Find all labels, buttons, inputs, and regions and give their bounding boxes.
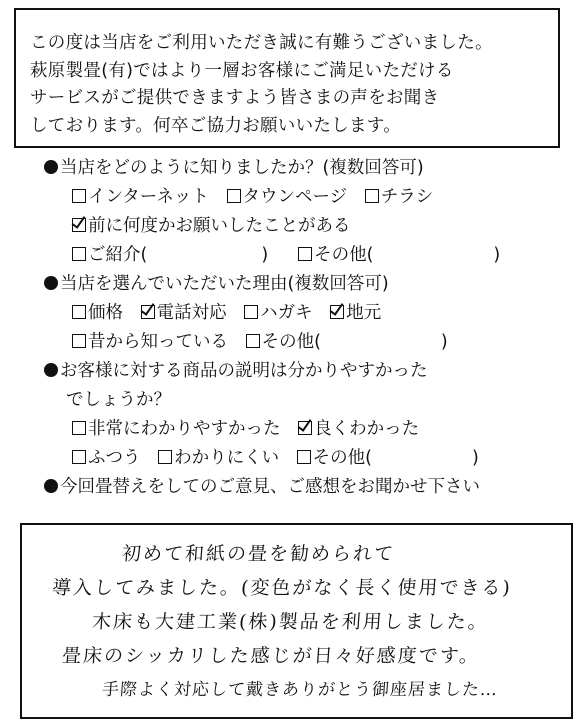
option-previous-customer[interactable] bbox=[72, 212, 351, 241]
question-1-options-row bbox=[44, 241, 574, 270]
bullet-icon bbox=[44, 363, 58, 377]
option-referral[interactable] bbox=[72, 241, 281, 270]
paren-close: ) bbox=[493, 245, 501, 265]
referral-blank[interactable] bbox=[141, 241, 281, 270]
option-price[interactable] bbox=[72, 299, 123, 328]
question-3-text: お客様に対する商品の説明は分かりやすかった bbox=[60, 361, 428, 381]
question-2 bbox=[44, 270, 574, 299]
intro-line: 萩原製畳(有)ではより一層お客様にご満足いただける bbox=[30, 60, 454, 81]
checkbox-icon[interactable] bbox=[365, 189, 379, 203]
other-blank[interactable] bbox=[314, 328, 448, 357]
other-blank[interactable] bbox=[365, 444, 479, 473]
comment-box[interactable] bbox=[20, 523, 573, 719]
option-unclear[interactable] bbox=[158, 444, 279, 473]
paren-open: ( bbox=[140, 245, 148, 265]
checkbox-icon[interactable] bbox=[244, 305, 258, 319]
handwritten-comment-line: 手際よく対応して戴きありがとう御座居ました… bbox=[101, 680, 499, 700]
survey-form bbox=[44, 154, 574, 502]
option-label: 非常にわかりやすかった bbox=[88, 419, 281, 439]
paren-close: ) bbox=[261, 245, 269, 265]
paren-close: ) bbox=[440, 332, 448, 352]
option-label: 昔から知っている bbox=[88, 332, 228, 352]
intro-line: しております。何卒ご協力お願いいたします。 bbox=[30, 115, 401, 136]
intro-line: この度は当店をご利用いただき誠に有難うございました。 bbox=[30, 33, 493, 53]
question-1-options-row bbox=[44, 183, 574, 212]
intro-box bbox=[14, 8, 560, 148]
question-2-options-row bbox=[44, 328, 574, 357]
handwritten-comment-line: 畳床のシッカリした感じが日々好感度です。 bbox=[61, 645, 481, 667]
checkbox-icon[interactable] bbox=[72, 305, 86, 319]
option-clear[interactable] bbox=[298, 415, 419, 444]
option-label: わかりにくい bbox=[174, 448, 280, 468]
paren-close: ) bbox=[471, 448, 479, 468]
option-very-clear[interactable] bbox=[72, 415, 281, 444]
option-label: チラシ bbox=[380, 187, 434, 207]
bullet-icon bbox=[44, 160, 58, 174]
paren-open: ( bbox=[365, 448, 372, 468]
option-phone-response[interactable] bbox=[141, 299, 227, 328]
option-normal[interactable] bbox=[72, 444, 141, 473]
option-label: 電話対応 bbox=[156, 303, 227, 323]
handwritten-comment-line: 木床も大建工業(株)製品を利用しました。 bbox=[91, 611, 490, 633]
option-label: ふつう bbox=[88, 448, 141, 468]
checkbox-icon[interactable] bbox=[246, 334, 260, 348]
option-label: 地元 bbox=[346, 303, 382, 323]
checkbox-checked-icon[interactable] bbox=[330, 305, 344, 319]
checkbox-icon[interactable] bbox=[297, 450, 311, 464]
option-label: 良くわかった bbox=[314, 419, 420, 439]
option-label: タウンページ bbox=[242, 187, 348, 207]
intro-line: サービスがご提供できますよう皆さまの声をお聞き bbox=[30, 88, 440, 108]
question-1-options-row bbox=[44, 212, 574, 241]
question-3-text-cont: でしょうか？ bbox=[66, 390, 171, 410]
option-local[interactable] bbox=[330, 299, 381, 328]
option-known-long[interactable] bbox=[72, 328, 228, 357]
bullet-icon bbox=[44, 276, 58, 290]
option-other[interactable] bbox=[246, 328, 448, 357]
option-label: ハガキ bbox=[260, 303, 313, 323]
question-3-continuation bbox=[44, 386, 574, 415]
option-label: その他 bbox=[312, 448, 366, 468]
question-3-options-row bbox=[44, 415, 574, 444]
option-internet[interactable] bbox=[72, 183, 209, 212]
checkbox-checked-icon[interactable] bbox=[72, 218, 86, 232]
question-1 bbox=[44, 154, 574, 183]
checkbox-checked-icon[interactable] bbox=[141, 305, 155, 319]
checkbox-icon[interactable] bbox=[72, 421, 86, 435]
question-1-text: 当店をどのように知りましたか？(複数回答可) bbox=[60, 158, 424, 178]
question-4-text: 今回畳替えをしてのご意見、ご感想をお聞かせ下さい bbox=[60, 477, 480, 497]
question-2-text: 当店を選んでいただいた理由(複数回答可) bbox=[60, 274, 389, 294]
option-label: その他 bbox=[314, 245, 367, 265]
option-other[interactable] bbox=[297, 444, 479, 473]
paren-open: ( bbox=[314, 332, 321, 352]
question-3 bbox=[44, 357, 574, 386]
handwritten-comment-line: 導入してみました。(変色がなく長く使用できる) bbox=[51, 577, 513, 599]
option-flyer[interactable] bbox=[365, 183, 434, 212]
other-blank[interactable] bbox=[367, 241, 501, 270]
option-label: その他 bbox=[261, 332, 315, 352]
checkbox-icon[interactable] bbox=[298, 247, 312, 261]
checkbox-icon[interactable] bbox=[158, 450, 172, 464]
option-label: 価格 bbox=[88, 303, 123, 323]
handwritten-comment-line: 初めて和紙の畳を勧められて bbox=[121, 543, 396, 565]
option-postcard[interactable] bbox=[244, 299, 313, 328]
checkbox-icon[interactable] bbox=[72, 450, 86, 464]
question-2-options-row bbox=[44, 299, 574, 328]
checkbox-checked-icon[interactable] bbox=[298, 421, 312, 435]
option-other[interactable] bbox=[298, 241, 500, 270]
question-4 bbox=[44, 473, 574, 502]
option-label: ご紹介 bbox=[88, 245, 141, 265]
bullet-icon bbox=[44, 479, 58, 493]
option-label: インターネット bbox=[88, 187, 209, 207]
checkbox-icon[interactable] bbox=[227, 189, 241, 203]
checkbox-icon[interactable] bbox=[72, 189, 86, 203]
checkbox-icon[interactable] bbox=[72, 334, 86, 348]
option-townpage[interactable] bbox=[227, 183, 348, 212]
option-label: 前に何度かお願いしたことがある bbox=[88, 216, 351, 236]
paren-open: ( bbox=[366, 245, 374, 265]
checkbox-icon[interactable] bbox=[72, 247, 86, 261]
question-3-options-row bbox=[44, 444, 574, 473]
